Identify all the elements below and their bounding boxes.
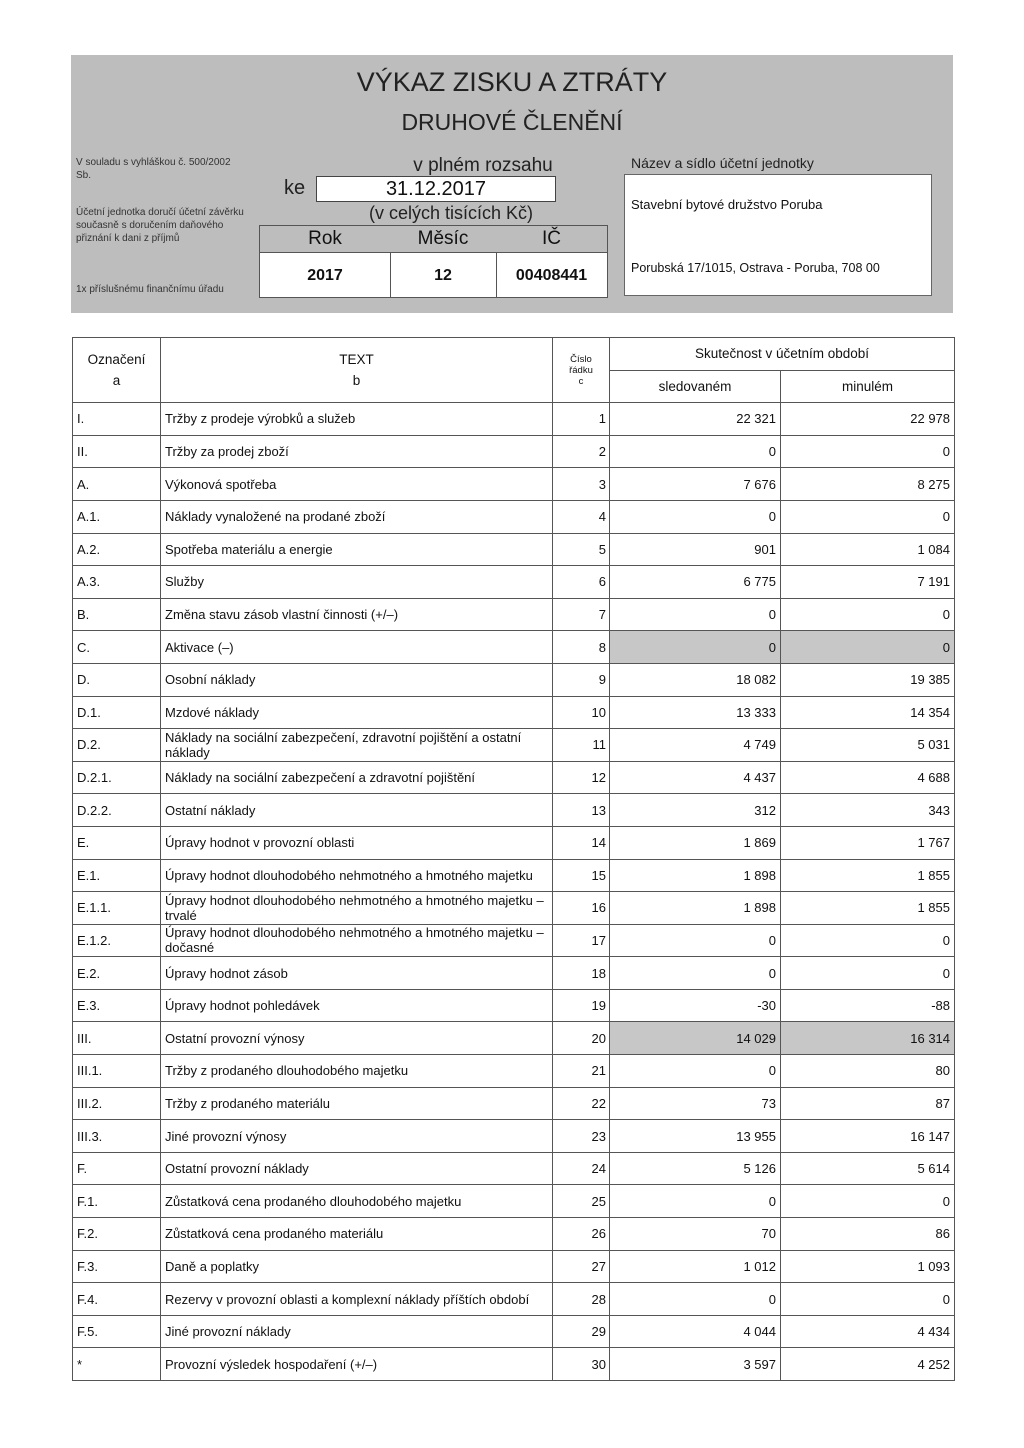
legal-basis-note: V souladu s vyhláškou č. 500/2002 Sb. [76, 157, 231, 181]
row-previous-value: 4 252 [781, 1348, 955, 1381]
row-line-number: 8 [553, 631, 610, 664]
col-header-cislo [553, 338, 610, 403]
row-line-number: 18 [553, 957, 610, 990]
row-line-number: 26 [553, 1218, 610, 1251]
table-row [73, 859, 955, 892]
row-previous-value: 0 [781, 924, 955, 957]
row-text: Zůstatková cena prodaného dlouhodobého majetku [161, 1185, 553, 1218]
identification-grid [259, 225, 608, 298]
row-previous-value: 16 147 [781, 1120, 955, 1153]
row-code: III.1. [73, 1055, 161, 1088]
row-previous-value: 8 275 [781, 468, 955, 501]
row-text: Náklady na sociální zabezpečení a zdravotní pojištění [161, 761, 553, 794]
row-line-number: 3 [553, 468, 610, 501]
row-text: Úpravy hodnot dlouhodobého nehmotného a hmotného majetku [161, 859, 553, 892]
col-header-sledovanem: sledovaném [610, 370, 781, 403]
row-current-value: 4 437 [610, 761, 781, 794]
col-header-text [161, 338, 553, 403]
row-previous-value: 0 [781, 1283, 955, 1316]
row-line-number: 22 [553, 1087, 610, 1120]
row-current-value: 18 082 [610, 663, 781, 696]
row-line-number: 28 [553, 1283, 610, 1316]
row-code: E.2. [73, 957, 161, 990]
row-text: Spotřeba materiálu a energie [161, 533, 553, 566]
row-text: Zůstatková cena prodaného materiálu [161, 1218, 553, 1251]
table-row [73, 1218, 955, 1251]
table-row [73, 1283, 955, 1316]
row-code: II. [73, 435, 161, 468]
row-code: F.2. [73, 1218, 161, 1251]
table-row [73, 468, 955, 501]
row-previous-value: 0 [781, 435, 955, 468]
year-value: 2017 [307, 267, 343, 284]
ic-value: 00408441 [515, 267, 588, 284]
org-caption: Název a sídlo účetní jednotky [631, 155, 814, 171]
row-code: A.2. [73, 533, 161, 566]
row-current-value: 4 749 [610, 729, 781, 762]
row-previous-value: 343 [781, 794, 955, 827]
row-line-number: 15 [553, 859, 610, 892]
row-code: E.1.2. [73, 924, 161, 957]
org-name: Stavební bytové družstvo Poruba [631, 197, 823, 212]
row-current-value: 0 [610, 435, 781, 468]
month-value: 12 [434, 267, 452, 284]
row-text: Tržby z prodaného dlouhodobého majetku [161, 1055, 553, 1088]
row-text: Tržby za prodej zboží [161, 435, 553, 468]
row-current-value: 70 [610, 1218, 781, 1251]
table-row [73, 1022, 955, 1055]
table-row [73, 729, 955, 762]
row-line-number: 7 [553, 598, 610, 631]
col-text-sub: b [352, 373, 361, 389]
row-text: Osobní náklady [161, 663, 553, 696]
row-current-value: 73 [610, 1087, 781, 1120]
row-text: Úpravy hodnot dlouhodobého nehmotného a hmotného majetku – dočasné [161, 924, 553, 957]
table-row [73, 1250, 955, 1283]
row-text: Úpravy hodnot zásob [161, 957, 553, 990]
row-line-number: 23 [553, 1120, 610, 1153]
row-line-number: 5 [553, 533, 610, 566]
table-row [73, 794, 955, 827]
row-line-number: 27 [553, 1250, 610, 1283]
row-text: Tržby z prodaného materiálu [161, 1087, 553, 1120]
row-line-number: 11 [553, 729, 610, 762]
row-text: Ostatní provozní náklady [161, 1152, 553, 1185]
row-text: Daně a poplatky [161, 1250, 553, 1283]
row-line-number: 6 [553, 566, 610, 599]
row-previous-value: 0 [781, 957, 955, 990]
row-line-number: 20 [553, 1022, 610, 1055]
row-current-value: 7 676 [610, 468, 781, 501]
row-previous-value: 4 688 [781, 761, 955, 794]
row-current-value: 22 321 [610, 403, 781, 436]
row-previous-value: 1 084 [781, 533, 955, 566]
table-row [73, 989, 955, 1022]
table-row [73, 761, 955, 794]
row-line-number: 12 [553, 761, 610, 794]
row-code: D.2.2. [73, 794, 161, 827]
row-code: E.3. [73, 989, 161, 1022]
row-code: A. [73, 468, 161, 501]
table-row [73, 826, 955, 859]
table-row [73, 957, 955, 990]
ic-cell [496, 226, 607, 297]
row-current-value: 0 [610, 924, 781, 957]
row-current-value: 0 [610, 598, 781, 631]
row-code: D.1. [73, 696, 161, 729]
table-row [73, 1315, 955, 1348]
ke-label: ke [284, 177, 306, 199]
col-oznaceni-label: Označení [87, 352, 146, 368]
row-current-value: 5 126 [610, 1152, 781, 1185]
row-code: E.1.1. [73, 892, 161, 925]
col-text-label: TEXT [339, 352, 374, 368]
col-header-skutecnost: Skutečnost v účetním období [610, 338, 955, 371]
row-line-number: 1 [553, 403, 610, 436]
row-current-value: 6 775 [610, 566, 781, 599]
report-date-field: 31.12.2017 [316, 176, 556, 202]
row-previous-value: -88 [781, 989, 955, 1022]
profit-loss-table [72, 337, 955, 1381]
table-row [73, 533, 955, 566]
row-text: Náklady vynaložené na prodané zboží [161, 500, 553, 533]
row-current-value: 13 333 [610, 696, 781, 729]
row-current-value: 0 [610, 1283, 781, 1316]
row-previous-value: 16 314 [781, 1022, 955, 1055]
row-current-value: 14 029 [610, 1022, 781, 1055]
row-code: F.4. [73, 1283, 161, 1316]
table-row [73, 1185, 955, 1218]
table-row [73, 631, 955, 664]
row-text: Aktivace (–) [161, 631, 553, 664]
row-line-number: 2 [553, 435, 610, 468]
col-header-oznaceni [73, 338, 161, 403]
row-previous-value: 87 [781, 1087, 955, 1120]
org-address: Porubská 17/1015, Ostrava - Poruba, 708 00 [631, 261, 880, 275]
copy-note: 1x příslušnému finančnímu úřadu [76, 284, 224, 295]
row-line-number: 16 [553, 892, 610, 925]
row-previous-value: 14 354 [781, 696, 955, 729]
row-current-value: 1 869 [610, 826, 781, 859]
row-previous-value: 0 [781, 500, 955, 533]
row-previous-value: 0 [781, 1185, 955, 1218]
row-previous-value: 0 [781, 598, 955, 631]
ic-label: IČ [496, 226, 607, 253]
year-cell [260, 226, 391, 297]
row-code: F.5. [73, 1315, 161, 1348]
row-code: D. [73, 663, 161, 696]
table-row [73, 696, 955, 729]
row-line-number: 10 [553, 696, 610, 729]
row-code: B. [73, 598, 161, 631]
row-current-value: 0 [610, 631, 781, 664]
row-code: III. [73, 1022, 161, 1055]
row-line-number: 17 [553, 924, 610, 957]
table-row [73, 403, 955, 436]
row-current-value: 4 044 [610, 1315, 781, 1348]
table-row [73, 1055, 955, 1088]
row-current-value: 13 955 [610, 1120, 781, 1153]
table-row [73, 1087, 955, 1120]
org-box [624, 174, 932, 296]
row-text: Náklady na sociální zabezpečení, zdravotní pojištění a ostatní náklady [161, 729, 553, 762]
month-cell [390, 226, 497, 297]
row-code: D.2.1. [73, 761, 161, 794]
row-current-value: 1 012 [610, 1250, 781, 1283]
delivery-note: Účetní jednotka doručí účetní závěrku současně s doručením daňového přiznání k dani z příjmů [76, 207, 244, 244]
row-current-value: -30 [610, 989, 781, 1022]
report-header [71, 55, 953, 313]
row-text: Jiné provozní náklady [161, 1315, 553, 1348]
row-text: Výkonová spotřeba [161, 468, 553, 501]
row-line-number: 21 [553, 1055, 610, 1088]
row-current-value: 0 [610, 500, 781, 533]
row-current-value: 1 898 [610, 859, 781, 892]
row-previous-value: 5 614 [781, 1152, 955, 1185]
table-row [73, 892, 955, 925]
row-line-number: 14 [553, 826, 610, 859]
row-previous-value: 1 855 [781, 859, 955, 892]
table-row [73, 924, 955, 957]
year-label: Rok [260, 226, 390, 253]
month-label: Měsíc [390, 226, 496, 253]
row-previous-value: 7 191 [781, 566, 955, 599]
row-line-number: 19 [553, 989, 610, 1022]
row-code: E.1. [73, 859, 161, 892]
row-current-value: 0 [610, 1055, 781, 1088]
row-code: C. [73, 631, 161, 664]
row-text: Rezervy v provozní oblasti a komplexní náklady příštích období [161, 1283, 553, 1316]
row-text: Ostatní provozní výnosy [161, 1022, 553, 1055]
row-previous-value: 4 434 [781, 1315, 955, 1348]
row-code: III.2. [73, 1087, 161, 1120]
row-code: E. [73, 826, 161, 859]
report-title: VÝKAZ ZISKU A ZTRÁTY [356, 67, 668, 97]
row-code: F.3. [73, 1250, 161, 1283]
row-previous-value: 0 [781, 631, 955, 664]
row-previous-value: 80 [781, 1055, 955, 1088]
row-current-value: 901 [610, 533, 781, 566]
row-current-value: 1 898 [610, 892, 781, 925]
row-code: I. [73, 403, 161, 436]
row-previous-value: 22 978 [781, 403, 955, 436]
row-text: Provozní výsledek hospodaření (+/–) [161, 1348, 553, 1381]
row-current-value: 3 597 [610, 1348, 781, 1381]
row-line-number: 25 [553, 1185, 610, 1218]
row-previous-value: 1 093 [781, 1250, 955, 1283]
col-cislo-sub: c [578, 375, 584, 387]
col-oznaceni-sub: a [112, 373, 121, 389]
row-text: Mzdové náklady [161, 696, 553, 729]
row-code: F. [73, 1152, 161, 1185]
row-text: Jiné provozní výnosy [161, 1120, 553, 1153]
table-row [73, 1348, 955, 1381]
row-line-number: 30 [553, 1348, 610, 1381]
table-row [73, 566, 955, 599]
row-current-value: 0 [610, 1185, 781, 1218]
table-row [73, 500, 955, 533]
report-subtitle: DRUHOVÉ ČLENĚNÍ [401, 109, 623, 135]
table-row [73, 1120, 955, 1153]
row-previous-value: 1 767 [781, 826, 955, 859]
table-row [73, 435, 955, 468]
row-previous-value: 1 855 [781, 892, 955, 925]
row-line-number: 29 [553, 1315, 610, 1348]
row-current-value: 312 [610, 794, 781, 827]
table-row [73, 663, 955, 696]
row-text: Služby [161, 566, 553, 599]
table-row [73, 598, 955, 631]
row-line-number: 13 [553, 794, 610, 827]
col-header-minulem: minulém [781, 370, 955, 403]
row-line-number: 24 [553, 1152, 610, 1185]
row-line-number: 4 [553, 500, 610, 533]
row-line-number: 9 [553, 663, 610, 696]
row-current-value: 0 [610, 957, 781, 990]
row-text: Úpravy hodnot v provozní oblasti [161, 826, 553, 859]
scope-label: v plném rozsahu [413, 155, 553, 176]
units-label: (v celých tisících Kč) [368, 203, 534, 223]
row-code: * [73, 1348, 161, 1381]
row-code: A.1. [73, 500, 161, 533]
col-cislo-label: Číslo řádku [569, 353, 593, 376]
table-row [73, 1152, 955, 1185]
row-code: III.3. [73, 1120, 161, 1153]
row-previous-value: 86 [781, 1218, 955, 1251]
row-text: Úpravy hodnot dlouhodobého nehmotného a hmotného majetku – trvalé [161, 892, 553, 925]
row-code: A.3. [73, 566, 161, 599]
row-code: F.1. [73, 1185, 161, 1218]
row-code: D.2. [73, 729, 161, 762]
row-text: Úpravy hodnot pohledávek [161, 989, 553, 1022]
row-text: Ostatní náklady [161, 794, 553, 827]
row-text: Tržby z prodeje výrobků a služeb [161, 403, 553, 436]
row-previous-value: 19 385 [781, 663, 955, 696]
row-text: Změna stavu zásob vlastní činnosti (+/–) [161, 598, 553, 631]
row-previous-value: 5 031 [781, 729, 955, 762]
